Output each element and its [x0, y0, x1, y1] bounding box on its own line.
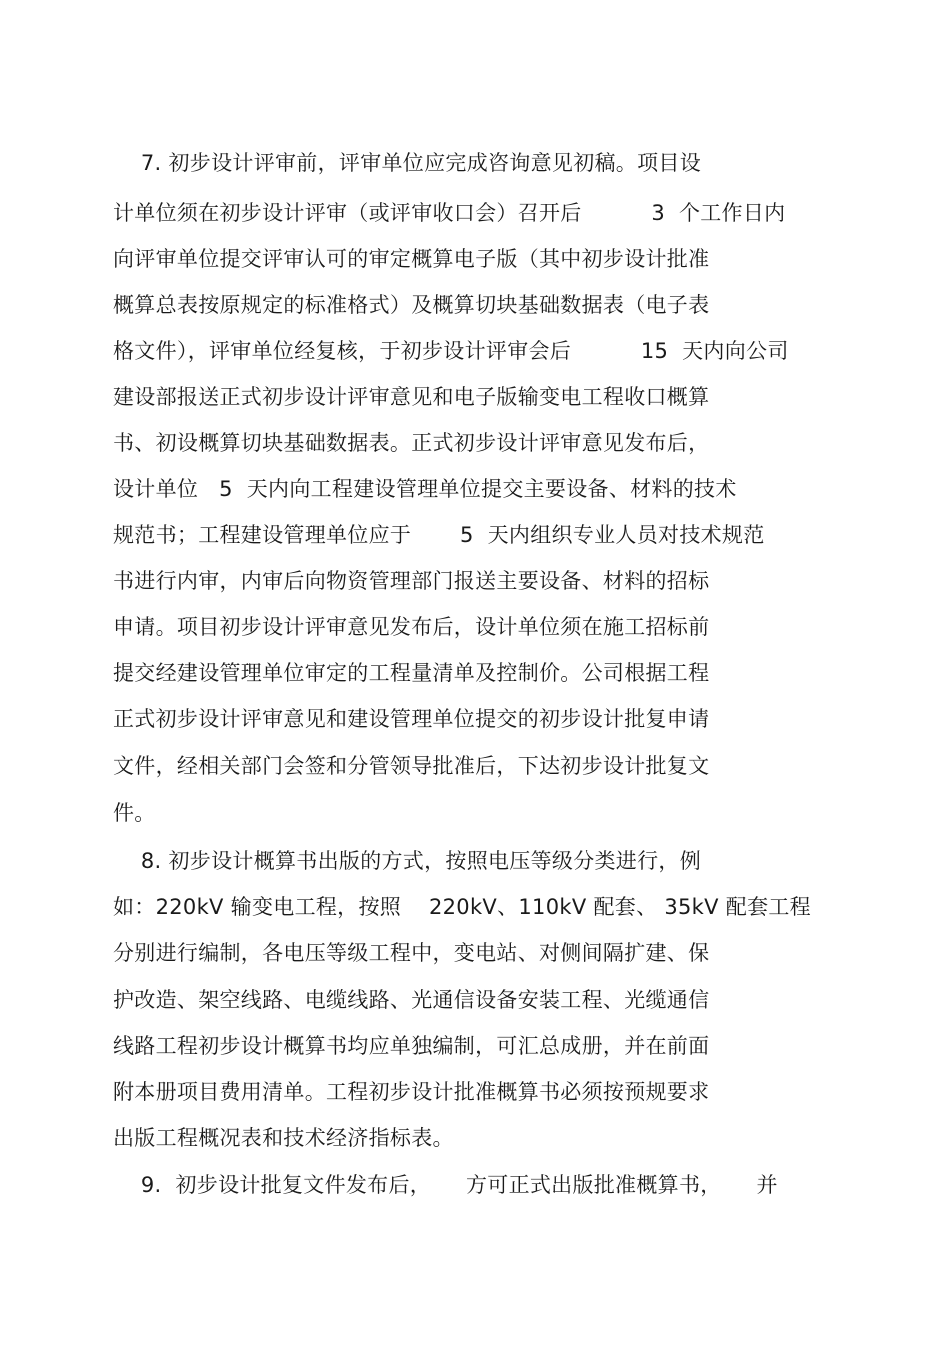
text-line: 规范书；工程建设管理单位应于 5 天内组织专业人员对技术规范 — [113, 523, 765, 547]
text-line: 文件，经相关部门会签和分管领导批准后，下达初步设计批复文 — [113, 754, 710, 778]
text-line: 正式初步设计评审意见和建设管理单位提交的初步设计批复申请 — [113, 707, 710, 731]
text-line: 8. 初步设计概算书出版的方式，按照电压等级分类进行，例 — [113, 849, 702, 873]
text-line: 概算总表按原规定的标准格式）及概算切块基础数据表（电子表 — [113, 293, 710, 317]
text-line: 建设部报送正式初步设计评审意见和电子版输变电工程收口概算 — [113, 385, 710, 409]
text-line: 件。 — [113, 801, 156, 825]
text-line: 出版工程概况表和技术经济指标表。 — [113, 1126, 454, 1150]
text-line: 9. 初步设计批复文件发布后， 方可正式出版批准概算书， 并 — [113, 1173, 778, 1197]
text-line: 书进行内审，内审后向物资管理部门报送主要设备、材料的招标 — [113, 569, 710, 593]
text-line: 如：220kV 输变电工程，按照 220kV、110kV 配套、 35kV 配套工程 — [113, 895, 811, 919]
text-line: 附本册项目费用清单。工程初步设计批准概算书必须按预规要求 — [113, 1080, 710, 1104]
text-line: 7. 初步设计评审前，评审单位应完成咨询意见初稿。项目设 — [113, 151, 702, 175]
text-line: 设计单位 5 天内向工程建设管理单位提交主要设备、材料的技术 — [113, 477, 737, 501]
text-line: 格文件），评审单位经复核，于初步设计评审会后 15 天内向公司 — [113, 339, 789, 363]
text-line: 书、初设概算切块基础数据表。正式初步设计评审意见发布后， — [113, 431, 710, 455]
text-line: 计单位须在初步设计评审（或评审收口会）召开后 3 个工作日内 — [113, 201, 786, 225]
text-line: 向评审单位提交评审认可的审定概算电子版（其中初步设计批准 — [113, 247, 710, 271]
text-line: 分别进行编制，各电压等级工程中，变电站、对侧间隔扩建、保 — [113, 941, 710, 965]
text-line: 线路工程初步设计概算书均应单独编制，可汇总成册，并在前面 — [113, 1034, 710, 1058]
text-line: 申请。项目初步设计评审意见发布后，设计单位须在施工招标前 — [113, 615, 710, 639]
text-line: 护改造、架空线路、电缆线路、光通信设备安装工程、光缆通信 — [113, 988, 710, 1012]
text-line: 提交经建设管理单位审定的工程量清单及控制价。公司根据工程 — [113, 661, 710, 685]
